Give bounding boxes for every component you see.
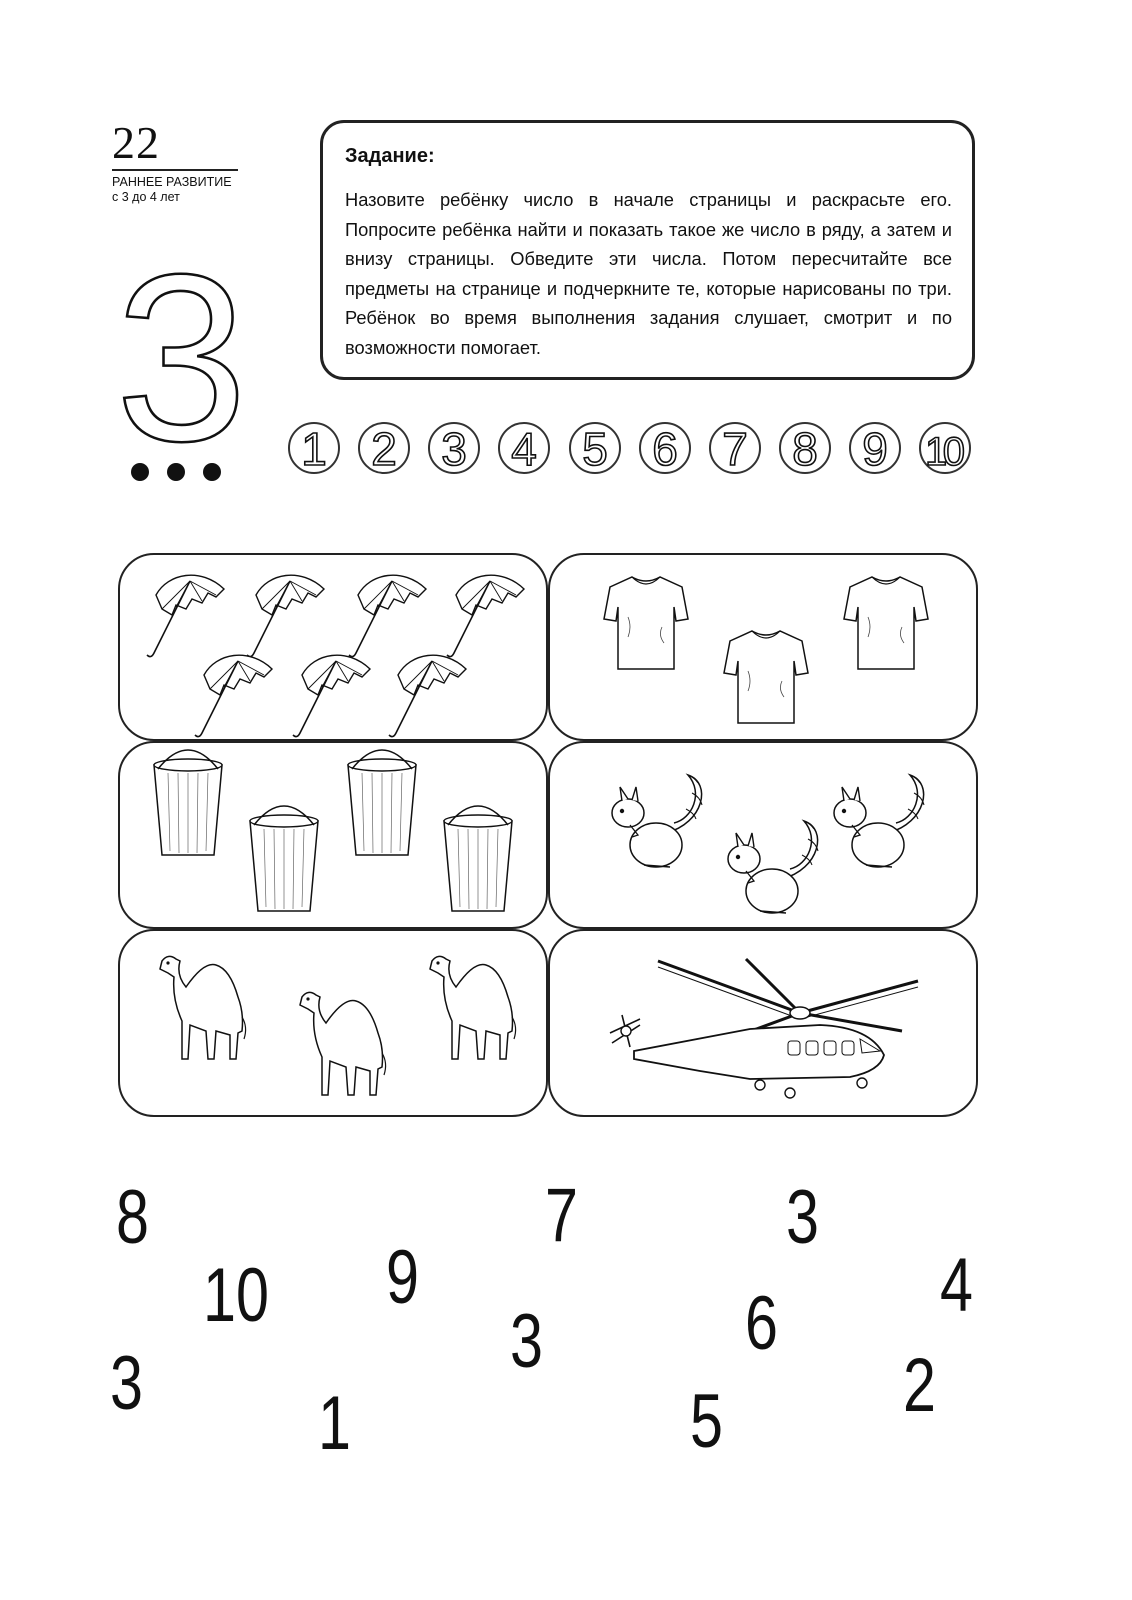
bucket-icon: [250, 806, 318, 911]
task-box: [320, 120, 975, 380]
number-circle-6: [639, 422, 691, 474]
series-info: [112, 175, 232, 205]
scattered-number: 1: [318, 1381, 351, 1466]
number-circle-label: 6: [652, 423, 678, 475]
umbrella-icon: [195, 655, 272, 736]
umbrella-icon: [447, 575, 524, 656]
scattered-number: 9: [386, 1235, 419, 1320]
featured-number-outline: [104, 224, 259, 449]
task-text: Назовите ребёнку число в начале страницы и раскрасьте его. Попросите ребёнка найти и показать такое же число в ряду, а затем и внизу страницы. Обведите эти числа. Потом пересчитайте все предметы на странице и подчеркните те, которые нарисованы по три. Ребёнок во время выполнения задания слушает, смотрит и по возможности помогает.: [345, 189, 952, 358]
number-circle-2: [358, 422, 410, 474]
helicopter-icon: [610, 959, 918, 1098]
number-row: [288, 422, 978, 480]
task-title: Задание:: [345, 145, 435, 167]
scattered-number: 7: [545, 1173, 578, 1258]
camel-cell: [118, 929, 548, 1117]
helicopter-drawing: [550, 931, 980, 1119]
umbrella-cell: [118, 553, 548, 741]
number-circle-3: [428, 422, 480, 474]
series-title: РАННЕЕ РАЗВИТИЕ: [112, 175, 232, 189]
number-circle-label: 5: [582, 423, 608, 475]
number-circle-label: 3: [441, 423, 467, 475]
squirrel-icon: [834, 775, 924, 867]
bucket-cell: [118, 741, 548, 929]
tshirt-icon: [724, 631, 808, 723]
camels-group: [120, 931, 550, 1119]
number-circle-label: 9: [862, 423, 888, 475]
squirrels-group: [550, 743, 980, 931]
umbrellas-group: [120, 555, 550, 743]
number-circle-7: [709, 422, 761, 474]
umbrella-icon: [293, 655, 370, 736]
dot: [167, 463, 185, 481]
scattered-number: 5: [690, 1379, 723, 1464]
squirrel-cell: [548, 741, 978, 929]
number-circle-5: [569, 422, 621, 474]
featured-number-glyph: 3: [115, 225, 248, 449]
scattered-number: 3: [110, 1341, 143, 1426]
squirrel-icon: [728, 821, 818, 913]
number-circle-label: 7: [722, 423, 748, 475]
umbrella-icon: [147, 575, 224, 656]
umbrella-icon: [247, 575, 324, 656]
camel-icon: [300, 992, 386, 1095]
bucket-icon: [444, 806, 512, 911]
buckets-group: [120, 743, 550, 931]
number-circle-label: 1: [301, 423, 327, 475]
tshirt-icon: [844, 577, 928, 669]
number-circle-label: 8: [792, 423, 818, 475]
number-circle-9: [849, 422, 901, 474]
dot: [131, 463, 149, 481]
bucket-icon: [154, 750, 222, 855]
scattered-number: 3: [786, 1175, 819, 1260]
scattered-number: 4: [940, 1243, 973, 1328]
squirrel-icon: [612, 775, 702, 867]
featured-dots: [128, 462, 238, 482]
number-circle-4: [498, 422, 550, 474]
umbrella-icon: [349, 575, 426, 656]
camel-icon: [160, 956, 246, 1059]
number-circle-10: [919, 422, 971, 474]
number-circle-label: 4: [511, 423, 537, 475]
camel-icon: [430, 956, 516, 1059]
header-divider: [112, 169, 238, 171]
helicopter-cell: [548, 929, 978, 1117]
page-number: 22: [112, 117, 160, 168]
umbrella-icon: [389, 655, 466, 736]
number-circle-label: 2: [371, 423, 397, 475]
number-circle-1: [288, 422, 340, 474]
scattered-number: 3: [510, 1299, 543, 1384]
scattered-number: 2: [903, 1343, 936, 1428]
scattered-number: 8: [116, 1175, 149, 1260]
number-circle-label: 10: [925, 430, 965, 474]
dot: [203, 463, 221, 481]
number-circle-8: [779, 422, 831, 474]
age-range: с 3 до 4 лет: [112, 190, 180, 204]
tshirt-cell: [548, 553, 978, 741]
bucket-icon: [348, 750, 416, 855]
tshirt-icon: [604, 577, 688, 669]
tshirts-group: [550, 555, 980, 743]
scattered-number: 10: [203, 1253, 269, 1338]
scattered-number: 6: [745, 1281, 778, 1366]
